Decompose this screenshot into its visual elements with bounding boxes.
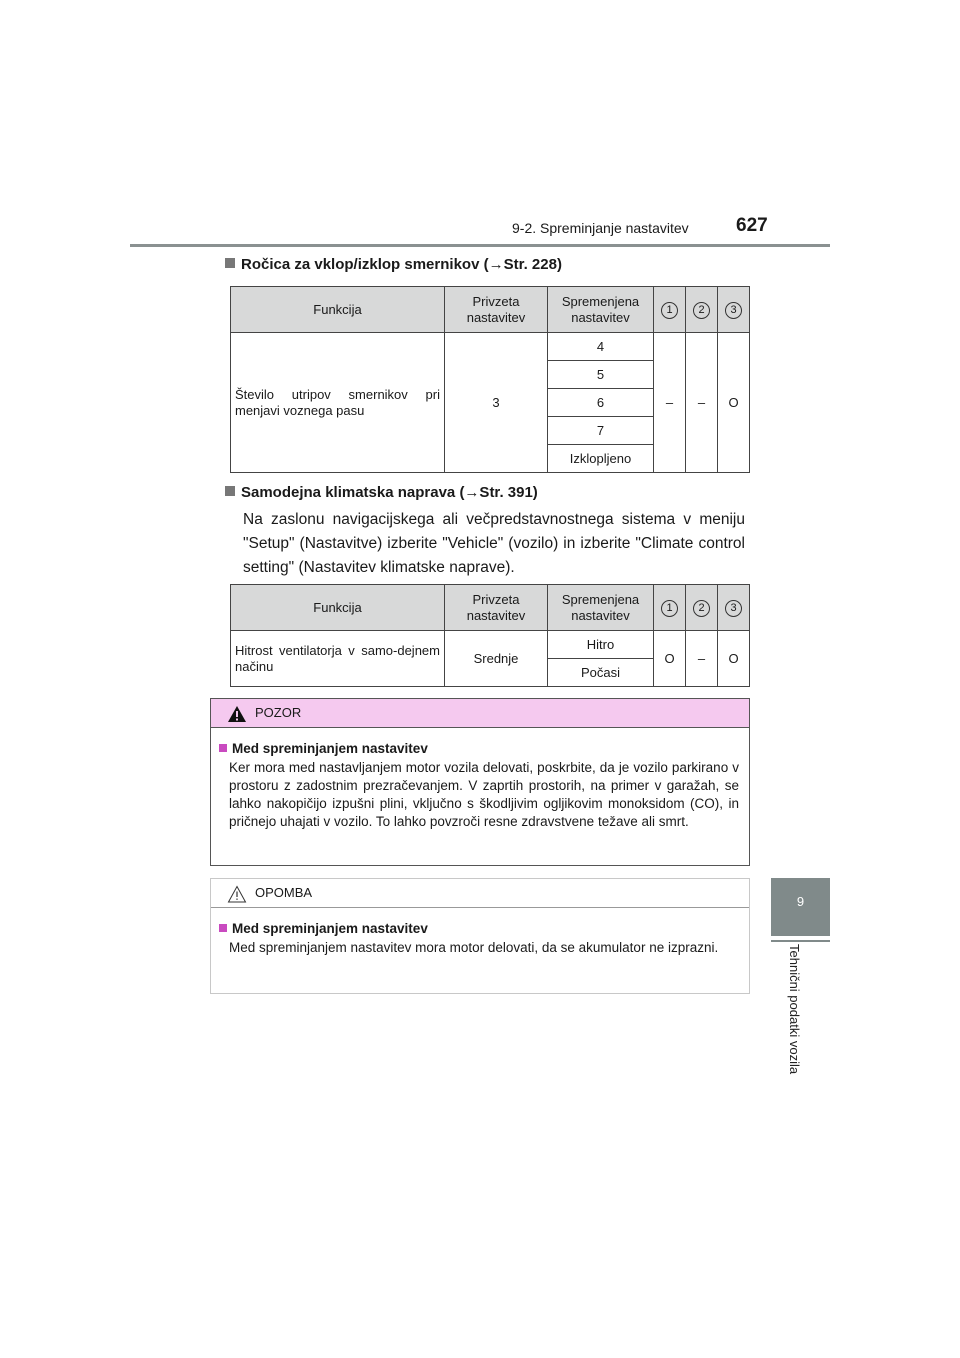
table-row [231, 631, 750, 659]
header-divider [130, 244, 830, 247]
header-col-1 [654, 585, 686, 631]
col-3-cell: O [718, 631, 750, 687]
col-3-cell: O [718, 333, 750, 473]
warning-body: Ker mora med nastavljanjem motor vozila delovati, poskrbite, da je vozilo parkirano v prostoru z zadostnim prezračevanjem. V zaprtih prostorih, na primer v garažah, se lahko nakopičijo izpušni plini, vključno s škodljivim ogljikovim monoksidom (CO), in pričnejo uhajati v vozilo. To lahko povzroči resne zdravstvene težave ali smrt. [229, 760, 739, 829]
chapter-label-container [786, 944, 802, 1094]
header-changed: Spremenjena nastavitev [548, 287, 654, 333]
circled-2-icon: 2 [693, 302, 710, 319]
circled-3-icon: 3 [725, 600, 742, 617]
chapter-tab-divider [771, 940, 830, 942]
circled-1-icon: 1 [661, 302, 678, 319]
circled-2-icon: 2 [693, 600, 710, 617]
function-cell: Število utripov smernikov pri menjavi voznega pasu [231, 333, 445, 473]
option-cell: Počasi [548, 659, 654, 687]
note-title-bar [211, 879, 749, 908]
note-box [210, 878, 750, 994]
header-changed: Spremenjena nastavitev [548, 585, 654, 631]
header-col-1 [654, 287, 686, 333]
heading-text: Samodejna klimatska naprava (→Str. 391) [241, 484, 538, 501]
header-function: Funkcija [231, 287, 445, 333]
warning-title: POZOR [255, 705, 302, 720]
default-cell: Srednje [445, 631, 548, 687]
section-heading-climate [225, 484, 538, 501]
option-cell: 5 [548, 361, 654, 389]
section-title: 9-2. Spreminjanje nastavitev [512, 220, 689, 236]
header-col-2 [686, 287, 718, 333]
circled-1-icon: 1 [661, 600, 678, 617]
header-col-3 [718, 585, 750, 631]
col-1-cell: – [654, 333, 686, 473]
note-title: OPOMBA [255, 885, 313, 900]
option-cell: 4 [548, 333, 654, 361]
header-function: Funkcija [231, 585, 445, 631]
header-default: Privzeta nastavitev [445, 585, 548, 631]
square-bullet-icon [225, 258, 235, 268]
chapter-tab: 9 [771, 878, 830, 936]
circled-3-icon: 3 [725, 302, 742, 319]
table-row [231, 333, 750, 361]
header-col-2 [686, 585, 718, 631]
option-cell: Hitro [548, 631, 654, 659]
page-number: 627 [736, 215, 768, 236]
function-cell: Hitrost ventilatorja v samo-dejnem načinu [231, 631, 445, 687]
section-heading-turn-signal [225, 256, 562, 273]
warning-triangle-icon [227, 705, 247, 723]
col-2-cell: – [686, 631, 718, 687]
subheading-text: Med spreminjanjem nastavitev [232, 741, 428, 756]
warning-title-bar [211, 699, 749, 728]
chapter-label: Tehnični podatki vozila [787, 944, 802, 1075]
table-header-row [231, 585, 750, 631]
square-bullet-icon [219, 744, 227, 752]
square-bullet-icon [225, 486, 235, 496]
default-cell: 3 [445, 333, 548, 473]
note-body: Med spreminjanjem nastavitev mora motor delovati, da se akumulator ne izprazni. [229, 940, 719, 955]
col-1-cell: O [654, 631, 686, 687]
option-cell: 6 [548, 389, 654, 417]
heading-text: Ročica za vklop/izklop smernikov (→Str. 228) [241, 256, 562, 273]
header-col-3 [718, 287, 750, 333]
note-subheading [219, 921, 749, 936]
caution-triangle-icon [227, 885, 247, 903]
subheading-text: Med spreminjanjem nastavitev [232, 921, 428, 936]
warning-box [210, 698, 750, 866]
col-2-cell: – [686, 333, 718, 473]
header-default: Privzeta nastavitev [445, 287, 548, 333]
table-header-row [231, 287, 750, 333]
option-cell: Izklopljeno [548, 445, 654, 473]
climate-settings-table [230, 584, 750, 687]
climate-instructions: Na zaslonu navigacijskega ali večpredstavnostnega sistema v meniju "Setup" (Nastavitve) izberite "Vehicle" (vozilo) in izberite "Climate control setting" (Nastavitev klimatske naprave). [243, 511, 745, 576]
option-cell: 7 [548, 417, 654, 445]
square-bullet-icon [219, 924, 227, 932]
turn-signal-settings-table [230, 286, 750, 473]
warning-subheading [219, 741, 749, 756]
